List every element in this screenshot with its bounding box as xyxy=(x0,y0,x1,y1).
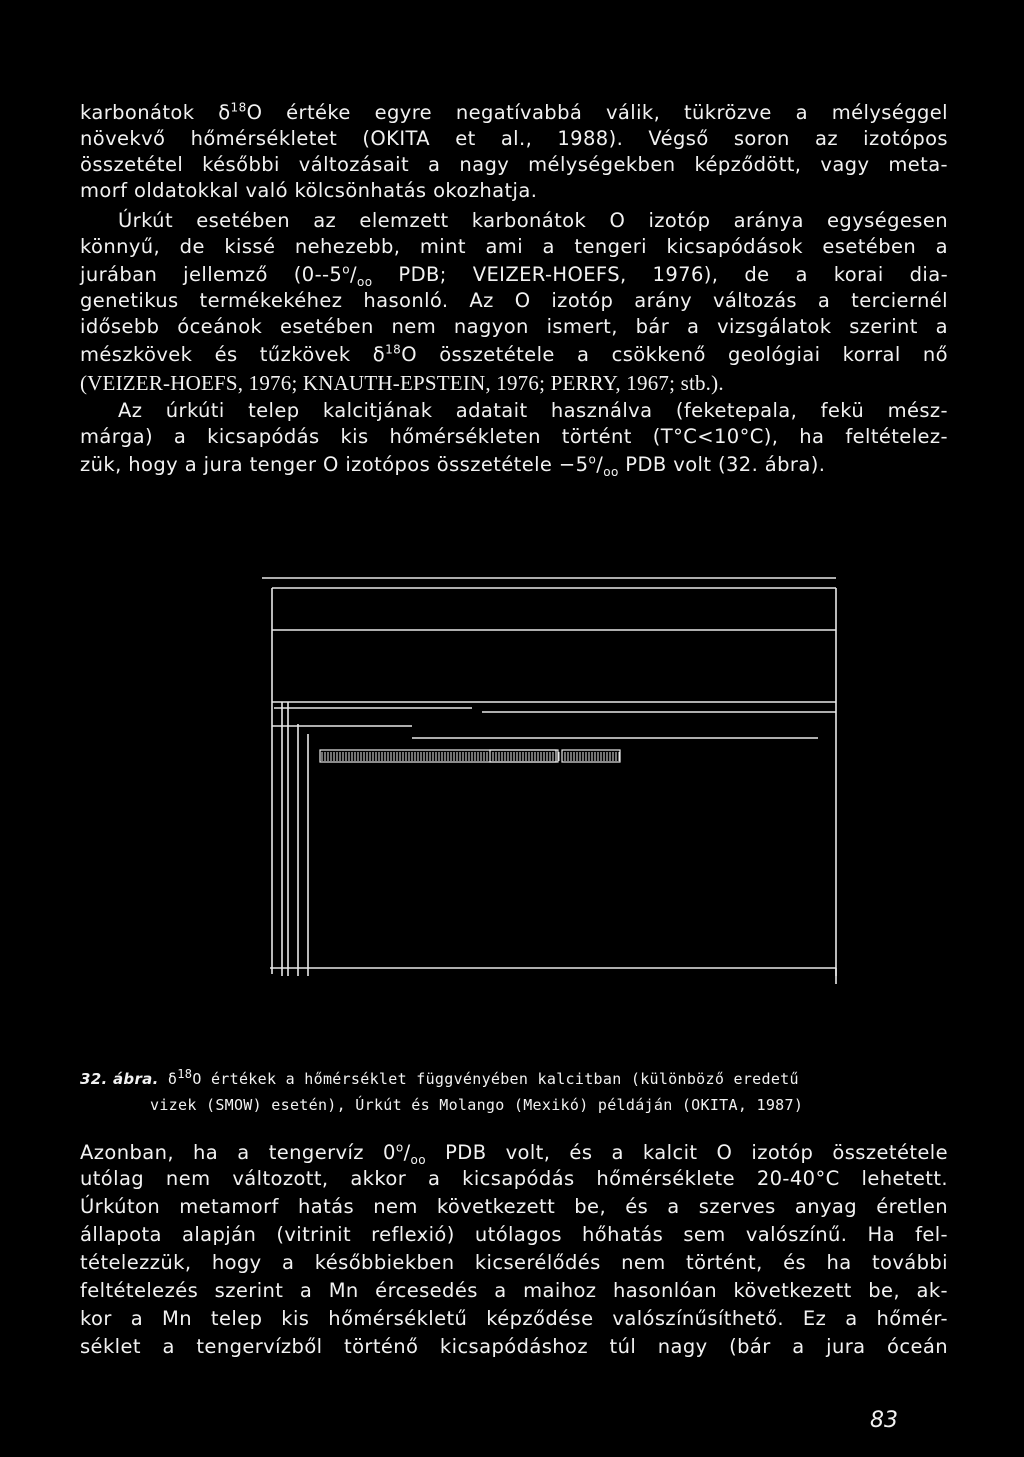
text-line: zük, hogy a jura tenger O izotópos összetétele $-5^o/_{oo}$ PDB volt (32. ábra). xyxy=(80,452,826,479)
figure-caption: 32. ábra. $\delta^{18}O$ értékek a hőmérséklet függvényében kalcitban (különböző eredetű xyxy=(80,1067,799,1088)
text-line: Úrkút esetében az elemzett karbonátok O izotóp aránya egységesen xyxy=(118,209,948,232)
text-line: tételezzük, hogy a későbbiekben kicserélődés nem történt, és ha további xyxy=(80,1251,948,1274)
text-line: Azonban, ha a tengervíz $0^o/_{oo}$ PDB volt, és a kalcit O izotóp összetétele xyxy=(80,1140,949,1167)
text-line: séklet a tengervízből történő kicsapódáshoz túl nagy (bár a jura óceán xyxy=(80,1335,948,1358)
text-line: könnyű, de kissé nehezebb, mint ami a tengeri kicsapódások esetében a xyxy=(80,235,948,258)
text-line: Úrkúton metamorf hatás nem következett be, és a szerves anyag éretlen xyxy=(80,1195,948,1218)
figure-caption-line2: vizek (SMOW) esetén), Úrkút és Molango (Mexikó) példáján (OKITA, 1987) xyxy=(150,1096,804,1114)
text-line: genetikus termékekéhez hasonló. Az O izotóp arány változás a terciernél xyxy=(80,289,948,312)
hatched-band xyxy=(320,750,620,762)
text-line: Az úrkúti telep kalcitjának adatait használva (feketepala, fekü mész- xyxy=(118,399,948,422)
page-number: 83 xyxy=(870,1408,898,1433)
text-line: márga) a kicsapódás kis hőmérsékleten történt (T°C<10°C), ha feltételez- xyxy=(80,425,948,448)
text-line: növekvő hőmérsékletet (OKITA et al., 1988). Végső soron az izotópos xyxy=(80,127,948,150)
caption-lead: 32. ábra. xyxy=(80,1070,159,1088)
text-line: állapota alapján (vitrinit reflexió) utólagos hőhatás sem valószínű. Ha fel- xyxy=(80,1223,948,1246)
text-line: kor a Mn telep kis hőmérsékletű képződése valószínűsíthető. Ez a hőmér- xyxy=(80,1307,948,1330)
text-line: összetétel későbbi változásait a nagy mélységekben képződött, vagy meta- xyxy=(80,153,948,176)
text-line: karbonátok $\delta^{18}O$ értéke egyre negatívabbá válik, tükrözve a mélységgel xyxy=(80,100,948,124)
text-line: morf oldatokkal való kölcsönhatás okozhatja. xyxy=(80,179,538,202)
text-line: feltételezés szerint a Mn ércesedés a maihoz hasonlóan következett be, ak- xyxy=(80,1279,948,1302)
text-line: idősebb óceánok esetében nem nagyon ismert, bár a vizsgálatok szerint a xyxy=(80,315,948,338)
text-line: (VEIZER-HOEFS, 1976; KNAUTH-EPSTEIN, 1976; PERRY, 1967; stb.). xyxy=(80,371,724,395)
text-line: mészkövek és tűzkövek $\delta^{18}O$ összetétele a csökkenő geológiai korral nő xyxy=(80,342,948,366)
text-line: jurában jellemző ($0--5^o/_{oo}$ PDB; VEIZER-HOEFS, 1976), de a korai dia- xyxy=(80,262,949,289)
text-line: utólag nem változott, akkor a kicsapódás hőmérséklete 20-40°C lehetett. xyxy=(80,1167,948,1190)
figure-32-plot xyxy=(262,574,842,994)
